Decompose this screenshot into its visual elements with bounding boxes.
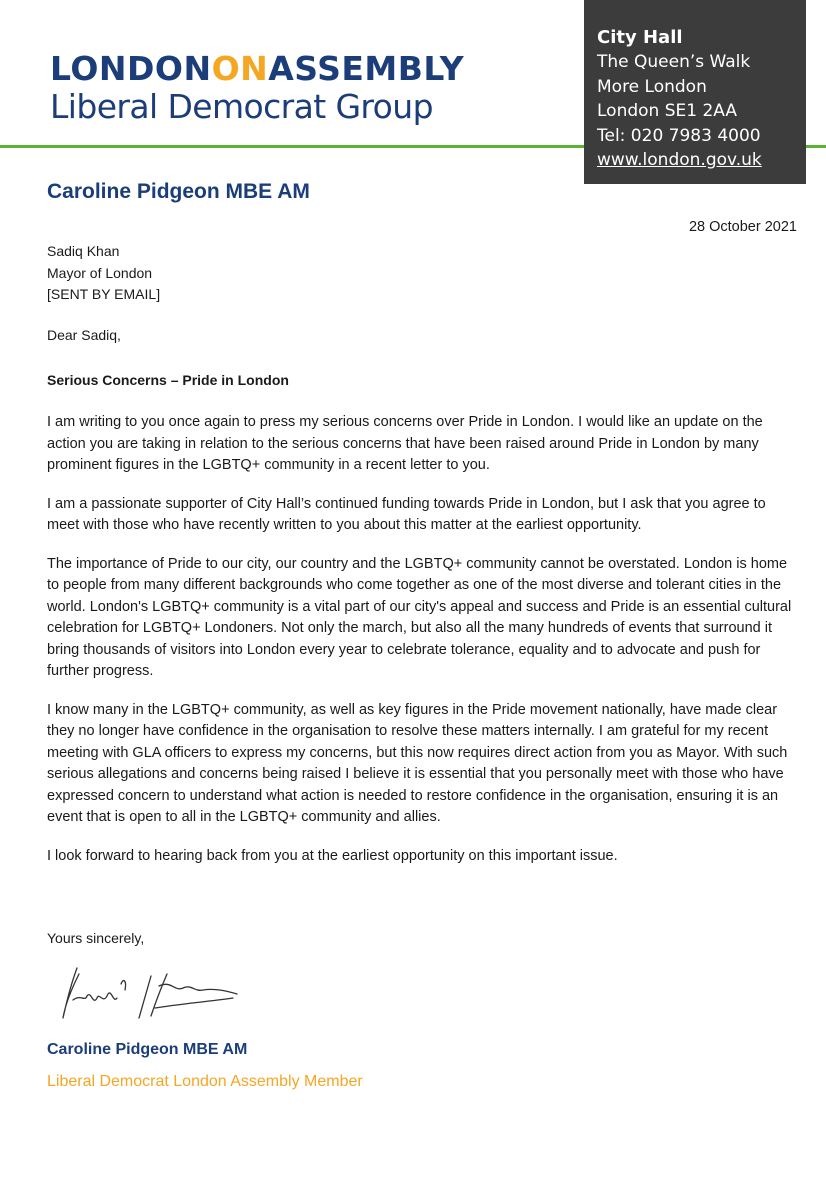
letter-body [47, 412, 799, 884]
body-paragraph-3: The importance of Pride to our city, our country and the LGBTQ+ community cannot be overstated. London is home to people from many different backgrounds who come together as one of the most diverse and tolerant cities in the world. London's LGBTQ+ community is a vital part of our city's appeal and success and Pride is an essential cultural celebration for LGBTQ+ Londoners. Not only the march, but also all the many hundreds of events that surround it bring thousands of visitors into London every year to celebrate tolerance, equality and to advocate and push for further progress. [47, 555, 792, 679]
logo-wordmark [50, 50, 464, 88]
london-assembly-logo [50, 50, 464, 126]
address-telephone: Tel: 020 7983 4000 [597, 125, 761, 146]
handwritten-signature [55, 960, 245, 1030]
signatory-name: Caroline Pidgeon MBE AM [47, 1041, 248, 1058]
address-block [584, 0, 806, 184]
letter-subject: Serious Concerns – Pride in London [47, 372, 289, 388]
recipient-block [47, 241, 160, 306]
recipient-name: Sadiq Khan [47, 243, 120, 259]
logo-subtitle: Liberal Democrat Group [50, 87, 433, 126]
sender-heading: Caroline Pidgeon MBE AM [47, 180, 310, 203]
recipient-delivery-note: [SENT BY EMAIL] [47, 286, 161, 302]
logo-word-on: ON [211, 49, 269, 88]
body-paragraph-4: I know many in the LGBTQ+ community, as well as key figures in the Pride movement nationally, have made clear they no longer have confidence in the organisation to resolve these matters internally. I am grateful for my recent meeting with GLA officers to express my concerns, but this now requires direct action from you as Mayor. With such serious allegations and concerns being raised I believe it is essential that you personally meet with those who have expressed concern to understand what action is needed to restore confidence in the organisation, ensuring it is an event that is open to all in the LGBTQ+ community and allies. [47, 701, 788, 825]
logo-word-assembly: ASSEMBLY [268, 49, 465, 88]
address-line-2: More London [597, 76, 707, 97]
address-line-1: The Queen’s Walk [597, 52, 751, 72]
body-paragraph-2: I am a passionate supporter of City Hall’s continued funding towards Pride in London, but I ask that you agree to meet with those who have recently written to you about this matter at the earliest opportunity. [47, 495, 766, 533]
closing: Yours sincerely, [47, 930, 145, 946]
logo-word-london: LONDON [50, 49, 212, 88]
body-paragraph-1: I am writing to you once again to press my serious concerns over Pride in London. I would like an update on the action you are taking in relation to the serious concerns that have been raised around Pride in London by many prominent figures in the LGBTQ+ community in a recent letter to you. [47, 414, 763, 473]
letter-date: 28 October 2021 [688, 219, 797, 235]
signatory-role: Liberal Democrat London Assembly Member [47, 1073, 363, 1090]
body-paragraph-5: I look forward to hearing back from you at the earliest opportunity on this important issue. [47, 847, 618, 864]
salutation: Dear Sadiq, [47, 327, 121, 343]
address-line-3: London SE1 2AA [597, 101, 738, 121]
address-title: City Hall [597, 27, 683, 48]
website-link[interactable]: www.london.gov.uk [597, 150, 762, 170]
recipient-title: Mayor of London [47, 264, 153, 281]
